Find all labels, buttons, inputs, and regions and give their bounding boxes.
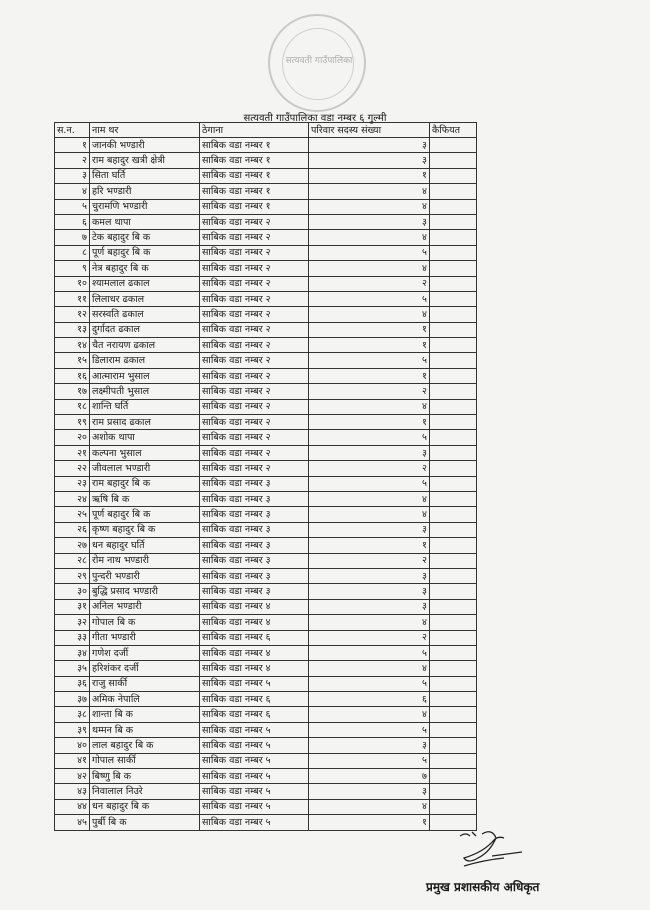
- table-row: [55, 445, 477, 460]
- table-row: [55, 507, 477, 522]
- table-row: [55, 753, 477, 768]
- row-remark: [430, 568, 477, 583]
- row-sn: ६: [55, 214, 90, 229]
- row-family-count: ५: [309, 722, 430, 737]
- table-row: [55, 630, 477, 645]
- table-row: [55, 291, 477, 306]
- row-family-count: ५: [309, 245, 430, 260]
- row-name: ऋषि बि क: [90, 491, 200, 506]
- row-name: रोम नाथ भण्डारी: [90, 553, 200, 568]
- row-remark: [430, 214, 477, 229]
- table-row: [55, 138, 477, 153]
- row-name: कल्पना भुसाल: [90, 445, 200, 460]
- table-row: [55, 615, 477, 630]
- row-family-count: ४: [309, 661, 430, 676]
- row-address: साबिक वडा नम्बर २: [200, 261, 309, 276]
- row-sn: १: [55, 138, 90, 153]
- row-name: अमिक नेपालि: [90, 692, 200, 707]
- row-sn: ३३: [55, 630, 90, 645]
- row-remark: [430, 676, 477, 691]
- row-sn: २६: [55, 522, 90, 537]
- row-sn: ११: [55, 291, 90, 306]
- row-remark: [430, 630, 477, 645]
- row-remark: [430, 368, 477, 383]
- row-sn: ८: [55, 245, 90, 260]
- table-row: [55, 553, 477, 568]
- row-address: साबिक वडा नम्बर २: [200, 291, 309, 306]
- row-family-count: १: [309, 815, 430, 830]
- row-name: दुर्गादत ढकाल: [90, 322, 200, 337]
- signature-label: प्रमुख प्रशासकीय अधिकृत: [426, 880, 540, 894]
- row-family-count: ३: [309, 738, 430, 753]
- row-remark: [430, 661, 477, 676]
- row-sn: २४: [55, 491, 90, 506]
- row-name: बिष्णु बि क: [90, 769, 200, 784]
- row-remark: [430, 753, 477, 768]
- row-sn: ४: [55, 184, 90, 199]
- row-family-count: ४: [309, 507, 430, 522]
- table-row: [55, 307, 477, 322]
- row-address: साबिक वडा नम्बर ५: [200, 676, 309, 691]
- row-family-count: २: [309, 553, 430, 568]
- row-remark: [430, 307, 477, 322]
- row-remark: [430, 553, 477, 568]
- table-row: [55, 692, 477, 707]
- row-family-count: ३: [309, 522, 430, 537]
- table-row: [55, 769, 477, 784]
- table-row: [55, 584, 477, 599]
- row-name: शान्ति घर्ति: [90, 399, 200, 414]
- row-name: अनिल भण्डारी: [90, 599, 200, 614]
- row-name: श्यामलाल ढकाल: [90, 276, 200, 291]
- row-remark: [430, 522, 477, 537]
- row-sn: ३१: [55, 599, 90, 614]
- row-address: साबिक वडा नम्बर ४: [200, 661, 309, 676]
- table-row: [55, 722, 477, 737]
- table-row: [55, 568, 477, 583]
- row-name: अशोक थापा: [90, 430, 200, 445]
- row-remark: [430, 322, 477, 337]
- row-address: साबिक वडा नम्बर २: [200, 445, 309, 460]
- row-name: शान्ता बि क: [90, 707, 200, 722]
- row-remark: [430, 430, 477, 445]
- row-remark: [430, 338, 477, 353]
- row-address: साबिक वडा नम्बर ४: [200, 645, 309, 660]
- row-family-count: ४: [309, 399, 430, 414]
- row-sn: ७: [55, 230, 90, 245]
- row-family-count: ३: [309, 138, 430, 153]
- row-family-count: २: [309, 276, 430, 291]
- row-sn: १३: [55, 322, 90, 337]
- row-name: पुर्बी बि क: [90, 815, 200, 830]
- row-name: लिलाधर ढकाल: [90, 291, 200, 306]
- row-sn: १८: [55, 399, 90, 414]
- row-remark: [430, 615, 477, 630]
- row-remark: [430, 353, 477, 368]
- row-family-count: ४: [309, 707, 430, 722]
- row-address: साबिक वडा नम्बर १: [200, 199, 309, 214]
- row-name: सरस्वति ढकाल: [90, 307, 200, 322]
- row-name: धन बहादुर घर्ति: [90, 538, 200, 553]
- row-remark: [430, 476, 477, 491]
- row-remark: [430, 707, 477, 722]
- row-family-count: ३: [309, 214, 430, 229]
- row-address: साबिक वडा नम्बर २: [200, 338, 309, 353]
- row-sn: १९: [55, 415, 90, 430]
- table-row: [55, 245, 477, 260]
- row-sn: ४५: [55, 815, 90, 830]
- row-name: राम बहादुर बि क: [90, 476, 200, 491]
- row-remark: [430, 769, 477, 784]
- row-remark: [430, 153, 477, 168]
- table-row: [55, 538, 477, 553]
- row-sn: २०: [55, 430, 90, 445]
- row-family-count: ४: [309, 184, 430, 199]
- row-remark: [430, 507, 477, 522]
- row-address: साबिक वडा नम्बर ५: [200, 753, 309, 768]
- row-address: साबिक वडा नम्बर ३: [200, 538, 309, 553]
- row-remark: [430, 645, 477, 660]
- row-sn: १७: [55, 384, 90, 399]
- table-row: [55, 522, 477, 537]
- row-name: पूर्ण बहादुर बि क: [90, 507, 200, 522]
- row-name: थम्मन बि क: [90, 722, 200, 737]
- row-remark: [430, 276, 477, 291]
- row-name: पूर्ण बहादुर बि क: [90, 245, 200, 260]
- row-address: साबिक वडा नम्बर ४: [200, 615, 309, 630]
- office-seal: [268, 14, 366, 112]
- row-family-count: ५: [309, 645, 430, 660]
- row-name: राजु सार्की: [90, 676, 200, 691]
- row-sn: २९: [55, 568, 90, 583]
- row-family-count: १: [309, 538, 430, 553]
- row-remark: [430, 399, 477, 414]
- row-remark: [430, 738, 477, 753]
- table-row: [55, 676, 477, 691]
- table-row: [55, 707, 477, 722]
- row-address: साबिक वडा नम्बर ३: [200, 522, 309, 537]
- table-row: [55, 384, 477, 399]
- row-family-count: ७: [309, 769, 430, 784]
- row-address: साबिक वडा नम्बर ३: [200, 507, 309, 522]
- row-sn: २३: [55, 476, 90, 491]
- row-family-count: २: [309, 384, 430, 399]
- row-name: गोपाल बि क: [90, 615, 200, 630]
- row-name: हरि भण्डारी: [90, 184, 200, 199]
- row-sn: ३६: [55, 676, 90, 691]
- row-sn: २१: [55, 445, 90, 460]
- row-address: साबिक वडा नम्बर ३: [200, 584, 309, 599]
- header-address: ठेगाना: [200, 123, 309, 138]
- row-sn: २७: [55, 538, 90, 553]
- row-sn: ३७: [55, 692, 90, 707]
- row-address: साबिक वडा नम्बर २: [200, 322, 309, 337]
- header-remark: कैफियत: [430, 123, 477, 138]
- row-remark: [430, 461, 477, 476]
- row-name: हरिशंकर दर्जी: [90, 661, 200, 676]
- header-sn: स.न.: [55, 123, 90, 138]
- row-sn: १०: [55, 276, 90, 291]
- row-remark: [430, 599, 477, 614]
- row-sn: १२: [55, 307, 90, 322]
- row-sn: ४०: [55, 738, 90, 753]
- row-remark: [430, 799, 477, 814]
- row-remark: [430, 138, 477, 153]
- row-name: चुरामणि भण्डारी: [90, 199, 200, 214]
- table-row: [55, 415, 477, 430]
- table-row: [55, 338, 477, 353]
- row-sn: ९: [55, 261, 90, 276]
- row-sn: १४: [55, 338, 90, 353]
- row-name: बुद्धि प्रसाद भण्डारी: [90, 584, 200, 599]
- row-address: साबिक वडा नम्बर ५: [200, 815, 309, 830]
- row-address: साबिक वडा नम्बर २: [200, 368, 309, 383]
- table-row: [55, 738, 477, 753]
- row-family-count: ५: [309, 676, 430, 691]
- row-family-count: ४: [309, 261, 430, 276]
- row-family-count: ३: [309, 784, 430, 799]
- row-remark: [430, 230, 477, 245]
- row-name: आत्माराम भुसाल: [90, 368, 200, 383]
- row-name: गणेश दर्जी: [90, 645, 200, 660]
- table-row: [55, 199, 477, 214]
- table-row: [55, 322, 477, 337]
- row-family-count: ३: [309, 599, 430, 614]
- row-family-count: १: [309, 322, 430, 337]
- row-family-count: १: [309, 415, 430, 430]
- row-address: साबिक वडा नम्बर ५: [200, 769, 309, 784]
- handwritten-signature: [452, 826, 532, 876]
- beneficiary-table: [54, 122, 477, 831]
- row-remark: [430, 245, 477, 260]
- table-row: [55, 399, 477, 414]
- row-name: लाल बहादुर बि क: [90, 738, 200, 753]
- table-row: [55, 461, 477, 476]
- row-name: कृष्ण बहादुर बि क: [90, 522, 200, 537]
- row-family-count: ३: [309, 445, 430, 460]
- row-address: साबिक वडा नम्बर २: [200, 430, 309, 445]
- row-address: साबिक वडा नम्बर २: [200, 399, 309, 414]
- row-sn: २८: [55, 553, 90, 568]
- row-remark: [430, 692, 477, 707]
- table-row: [55, 276, 477, 291]
- table-header-row: [55, 123, 477, 138]
- row-remark: [430, 584, 477, 599]
- row-address: साबिक वडा नम्बर २: [200, 230, 309, 245]
- table-row: [55, 599, 477, 614]
- row-sn: ५: [55, 199, 90, 214]
- row-family-count: ५: [309, 476, 430, 491]
- row-address: साबिक वडा नम्बर २: [200, 384, 309, 399]
- row-family-count: ६: [309, 692, 430, 707]
- row-name: कमल थापा: [90, 214, 200, 229]
- row-address: साबिक वडा नम्बर २: [200, 461, 309, 476]
- table-row: [55, 184, 477, 199]
- row-address: साबिक वडा नम्बर १: [200, 153, 309, 168]
- row-family-count: २: [309, 630, 430, 645]
- row-family-count: २: [309, 461, 430, 476]
- row-address: साबिक वडा नम्बर ३: [200, 553, 309, 568]
- table-row: [55, 430, 477, 445]
- row-remark: [430, 784, 477, 799]
- row-name: जीवलाल भण्डारी: [90, 461, 200, 476]
- row-sn: ४१: [55, 753, 90, 768]
- row-name: पुन्दरी भण्डारी: [90, 568, 200, 583]
- row-sn: ३८: [55, 707, 90, 722]
- row-family-count: ४: [309, 307, 430, 322]
- table-row: [55, 214, 477, 229]
- row-address: साबिक वडा नम्बर २: [200, 415, 309, 430]
- table-row: [55, 476, 477, 491]
- row-sn: ३५: [55, 661, 90, 676]
- row-address: साबिक वडा नम्बर ६: [200, 630, 309, 645]
- seal-text: सत्यवती गाउँपालिका: [285, 56, 353, 66]
- table-row: [55, 645, 477, 660]
- row-address: साबिक वडा नम्बर ३: [200, 476, 309, 491]
- row-address: साबिक वडा नम्बर ६: [200, 692, 309, 707]
- row-sn: २५: [55, 507, 90, 522]
- row-address: साबिक वडा नम्बर २: [200, 214, 309, 229]
- header-family-count: परिवार सदस्य संख्या: [309, 123, 430, 138]
- row-address: साबिक वडा नम्बर ५: [200, 738, 309, 753]
- row-sn: ४३: [55, 784, 90, 799]
- row-address: साबिक वडा नम्बर २: [200, 307, 309, 322]
- row-address: साबिक वडा नम्बर ३: [200, 491, 309, 506]
- header-name: नाम थर: [90, 123, 200, 138]
- row-family-count: ३: [309, 153, 430, 168]
- row-name: सिता घर्ति: [90, 168, 200, 183]
- row-remark: [430, 445, 477, 460]
- row-family-count: ४: [309, 230, 430, 245]
- row-name: टेक बहादुर बि क: [90, 230, 200, 245]
- row-family-count: ४: [309, 799, 430, 814]
- row-address: साबिक वडा नम्बर ६: [200, 707, 309, 722]
- table-row: [55, 815, 477, 830]
- row-family-count: ३: [309, 568, 430, 583]
- row-remark: [430, 168, 477, 183]
- row-sn: ४४: [55, 799, 90, 814]
- row-remark: [430, 491, 477, 506]
- row-sn: १५: [55, 353, 90, 368]
- row-family-count: १: [309, 338, 430, 353]
- table-row: [55, 491, 477, 506]
- row-address: साबिक वडा नम्बर ५: [200, 799, 309, 814]
- row-family-count: ४: [309, 615, 430, 630]
- table-row: [55, 368, 477, 383]
- row-name: चैत नरायण ढकाल: [90, 338, 200, 353]
- row-family-count: ५: [309, 753, 430, 768]
- row-sn: ३०: [55, 584, 90, 599]
- row-name: राम प्रसाद ढकाल: [90, 415, 200, 430]
- row-sn: ४२: [55, 769, 90, 784]
- table-row: [55, 784, 477, 799]
- row-family-count: १: [309, 168, 430, 183]
- row-family-count: ५: [309, 291, 430, 306]
- row-sn: १६: [55, 368, 90, 383]
- row-remark: [430, 722, 477, 737]
- row-name: गोपाल सार्की: [90, 753, 200, 768]
- row-remark: [430, 384, 477, 399]
- row-remark: [430, 291, 477, 306]
- row-family-count: ३: [309, 584, 430, 599]
- row-sn: ३९: [55, 722, 90, 737]
- row-family-count: ४: [309, 491, 430, 506]
- row-family-count: ५: [309, 353, 430, 368]
- row-name: लक्ष्मीपती भुसाल: [90, 384, 200, 399]
- row-address: साबिक वडा नम्बर ५: [200, 784, 309, 799]
- row-address: साबिक वडा नम्बर ३: [200, 568, 309, 583]
- row-remark: [430, 261, 477, 276]
- row-family-count: ५: [309, 430, 430, 445]
- row-sn: २: [55, 153, 90, 168]
- row-address: साबिक वडा नम्बर २: [200, 276, 309, 291]
- row-address: साबिक वडा नम्बर ४: [200, 599, 309, 614]
- row-name: डिलाराम ढकाल: [90, 353, 200, 368]
- table-row: [55, 661, 477, 676]
- row-address: साबिक वडा नम्बर २: [200, 353, 309, 368]
- row-address: साबिक वडा नम्बर २: [200, 245, 309, 260]
- row-family-count: ४: [309, 199, 430, 214]
- row-sn: ३२: [55, 615, 90, 630]
- row-name: राम बहादुर खत्री क्षेत्री: [90, 153, 200, 168]
- row-remark: [430, 184, 477, 199]
- row-remark: [430, 538, 477, 553]
- row-address: साबिक वडा नम्बर १: [200, 184, 309, 199]
- page-title: सत्यवती गाउँपालिका वडा नम्बर ६ गुल्मी: [243, 113, 387, 124]
- row-sn: २२: [55, 461, 90, 476]
- row-address: साबिक वडा नम्बर १: [200, 168, 309, 183]
- row-sn: ३: [55, 168, 90, 183]
- table-row: [55, 799, 477, 814]
- table-body: [55, 138, 477, 831]
- row-name: गीता भण्डारी: [90, 630, 200, 645]
- row-family-count: १: [309, 368, 430, 383]
- table-row: [55, 153, 477, 168]
- row-name: धन बहादुर बि क: [90, 799, 200, 814]
- row-name: निवालाल निउरे: [90, 784, 200, 799]
- table-row: [55, 168, 477, 183]
- table-row: [55, 230, 477, 245]
- row-address: साबिक वडा नम्बर ५: [200, 722, 309, 737]
- row-name: नेत्र बहादुर बि क: [90, 261, 200, 276]
- table-row: [55, 353, 477, 368]
- row-remark: [430, 415, 477, 430]
- table-row: [55, 261, 477, 276]
- row-name: जानकी भण्डारी: [90, 138, 200, 153]
- row-sn: ३४: [55, 645, 90, 660]
- row-remark: [430, 199, 477, 214]
- row-address: साबिक वडा नम्बर १: [200, 138, 309, 153]
